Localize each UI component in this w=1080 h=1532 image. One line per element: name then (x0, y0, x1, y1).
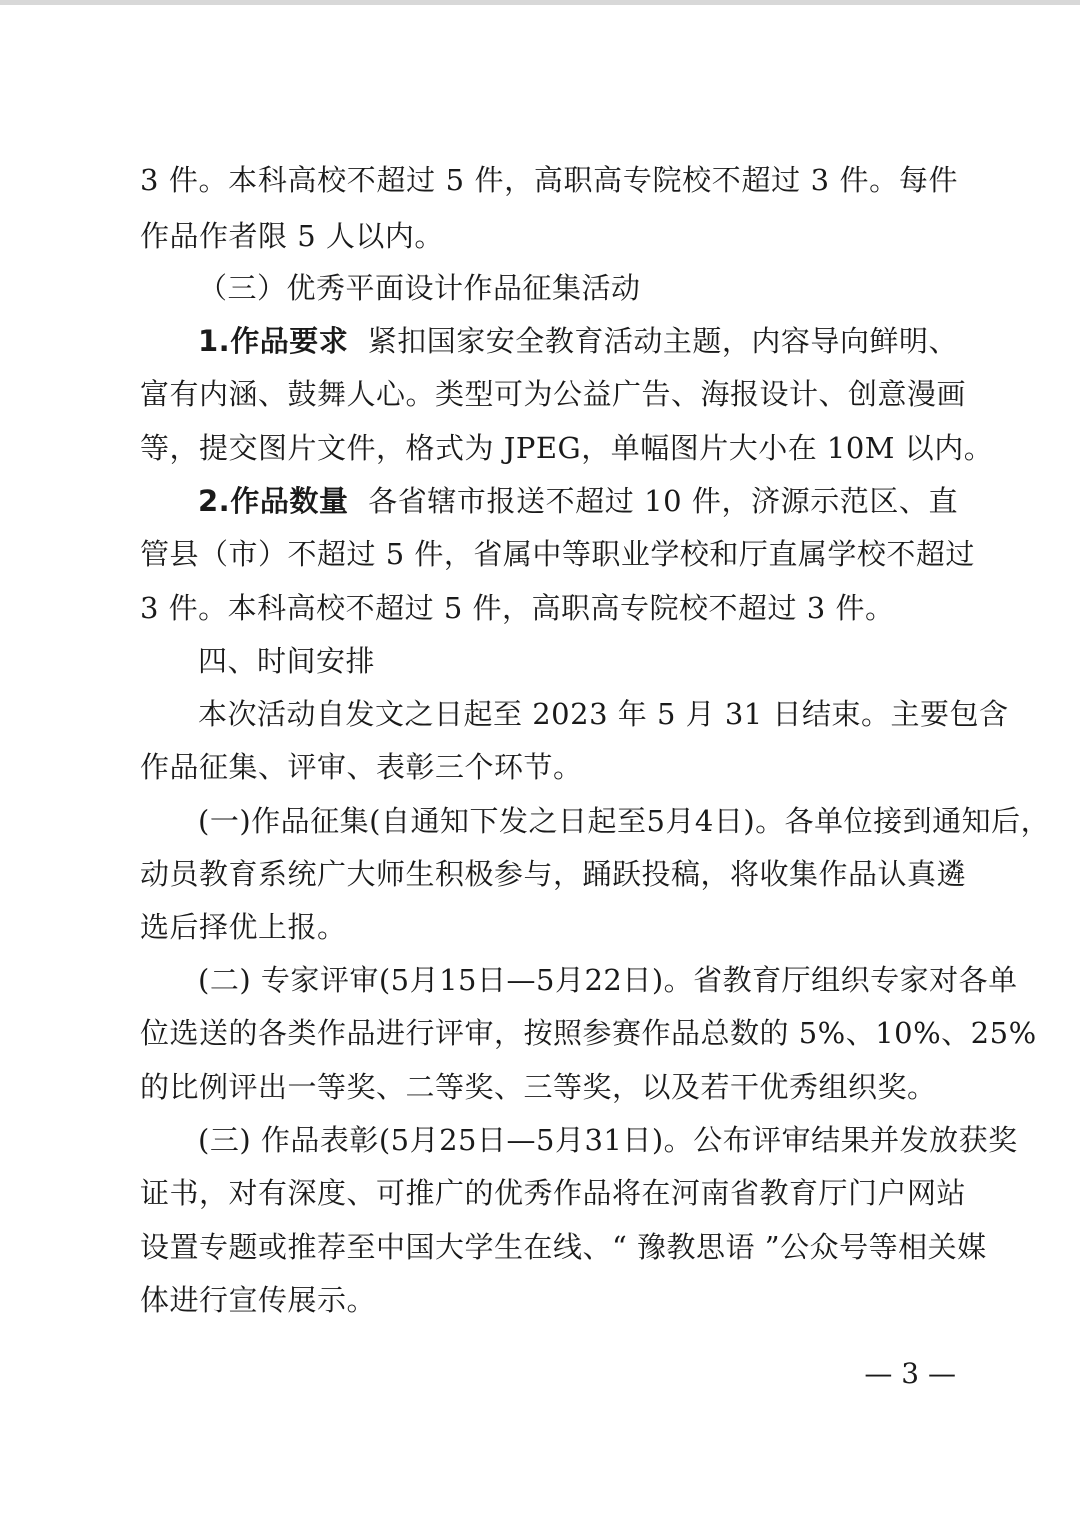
text-line: 作品征集、评审、表彰三个环节。 (140, 750, 583, 784)
text-line: (一)作品征集(自通知下发之日起至5月4日)。各单位接到通知后， (198, 804, 1051, 838)
bold-label: 1.作品要求 (198, 324, 349, 358)
text-line: 证书，对有深度、可推广的优秀作品将在河南省教育厅门户网站 (140, 1176, 967, 1210)
text-span: 紧扣国家安全教育活动主题，内容导向鲜明、 (367, 324, 958, 358)
text-line: 设置专题或推荐至中国大学生在线、“ 豫教思语 ”公众号等相关媒 (140, 1230, 987, 1264)
text-line: 作品作者限 5 人以内。 (140, 219, 444, 253)
section-heading: （三）优秀平面设计作品征集活动 (198, 271, 641, 305)
text-line: 本次活动自发文之日起至 2023 年 5 月 31 日结束。主要包含 (198, 697, 1009, 731)
bold-label: 2.作品数量 (198, 484, 349, 518)
text-line (198, 321, 958, 361)
text-line: (三) 作品表彰(5月25日—5月31日)。公布评审结果并发放获奖 (198, 1123, 1018, 1157)
text-line: 位选送的各类作品进行评审，按照参赛作品总数的 5%、10%、25% (140, 1016, 1037, 1050)
text-line: 等，提交图片文件，格式为 JPEG，单幅图片大小在 10M 以内。 (140, 431, 994, 465)
text-line: 3 件。本科高校不超过 5 件，高职高专院校不超过 3 件。 (140, 591, 895, 625)
text-line: 的比例评出一等奖、二等奖、三等奖，以及若干优秀组织奖。 (140, 1070, 937, 1104)
text-span: 各省辖市报送不超过 10 件，济源示范区、直 (368, 484, 958, 518)
text-line: 3 件。本科高校不超过 5 件，高职高专院校不超过 3 件。每件 (140, 163, 958, 197)
text-line (198, 481, 958, 521)
text-line: 富有内涵、鼓舞人心。类型可为公益广告、海报设计、创意漫画 (140, 377, 967, 411)
text-line: 动员教育系统广大师生积极参与，踊跃投稿，将收集作品认真遴 (140, 857, 967, 891)
page-number: — 3 — (864, 1357, 956, 1390)
text-line: 体进行宣传展示。 (140, 1283, 377, 1317)
section-heading: 四、时间安排 (198, 644, 376, 678)
text-line: 选后择优上报。 (140, 910, 347, 944)
text-line: 管县（市）不超过 5 件，省属中等职业学校和厅直属学校不超过 (140, 537, 975, 571)
text-line: (二) 专家评审(5月15日—5月22日)。省教育厅组织专家对各单 (198, 963, 1018, 997)
